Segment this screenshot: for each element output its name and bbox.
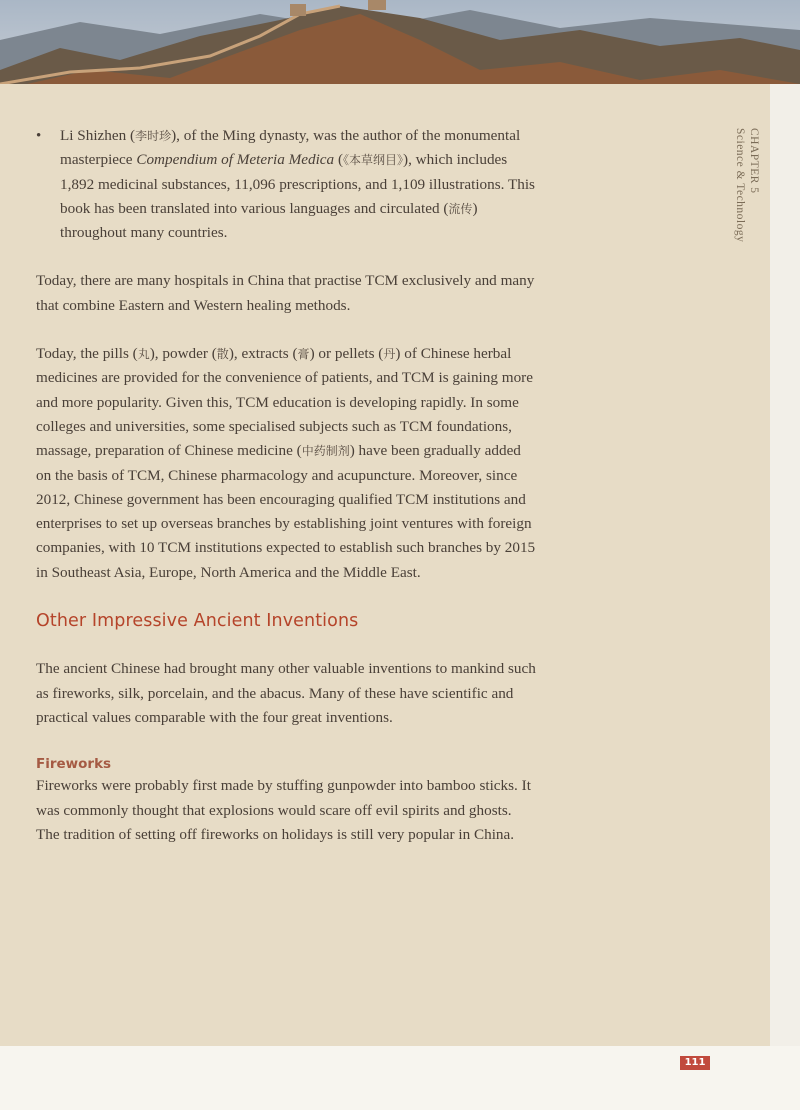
subheading-fireworks: Fireworks <box>36 756 112 773</box>
book-title: Compendium of Meteria Medica <box>136 151 335 169</box>
page-number-badge: 111 <box>680 1056 710 1070</box>
paragraph-other-inventions: The ancient Chinese had brought many other valuable inventions to mankind such as fireworks, silk, porcelain, and the abacus. Many of these have scientific and practical values comparable with the four great inventions. <box>36 660 536 726</box>
bullet-li-shizhen: • Li Shizhen (李时珍), of the Ming dynasty, was the author of the monumental masterpiece Compendium of Meteria Medica (《本草纲目》), which includes 1,892 medicinal substances, 11,096 prescriptions, and 1,109 illustrations. This book has been translated into various languages and circulated (流传) throughout many countries. <box>36 124 536 245</box>
paragraph-fireworks: Fireworks were probably first made by stuffing gunpowder into bamboo sticks. It was commonly thought that explosions would scare off evil spirits and ghosts. The tradition of setting off fireworks on holidays is still very popular in China. <box>36 777 531 843</box>
bullet-dot-icon: • <box>36 128 42 144</box>
chapter-number: CHAPTER 5 <box>748 128 760 194</box>
side-margin <box>770 84 800 1046</box>
chapter-subject: Science & Technology <box>734 128 746 243</box>
page-content <box>36 124 536 871</box>
paragraph-hospitals: Today, there are many hospitals in China that practise TCM exclusively and many that combine Eastern and Western healing methods. <box>36 272 535 314</box>
section-heading: Other Impressive Ancient Inventions <box>36 611 359 632</box>
paragraph-tcm-education: Today, the pills (丸), powder (散), extracts (膏) or pellets (丹) of Chinese herbal medicines are provided for the convenience of patients, and TCM is gaining more and more popularity. Given this, TCM education is developing rapidly. In some colleges and universities, some specialised subjects such as TCM foundations, massage, preparation of Chinese medicine (中药制剂) have been gradually added on the basis of TCM, Chinese pharmacology and acupuncture. Moreover, since 2012, Chinese government has been encouraging qualified TCM institutions and enterprises to set up overseas branches by establishing joint ventures with foreign companies, with 10 TCM institutions expected to establish such branches by 2015 in Southeast Asia, Europe, North America and the Middle East. <box>36 345 536 581</box>
chapter-side-label <box>733 128 761 242</box>
